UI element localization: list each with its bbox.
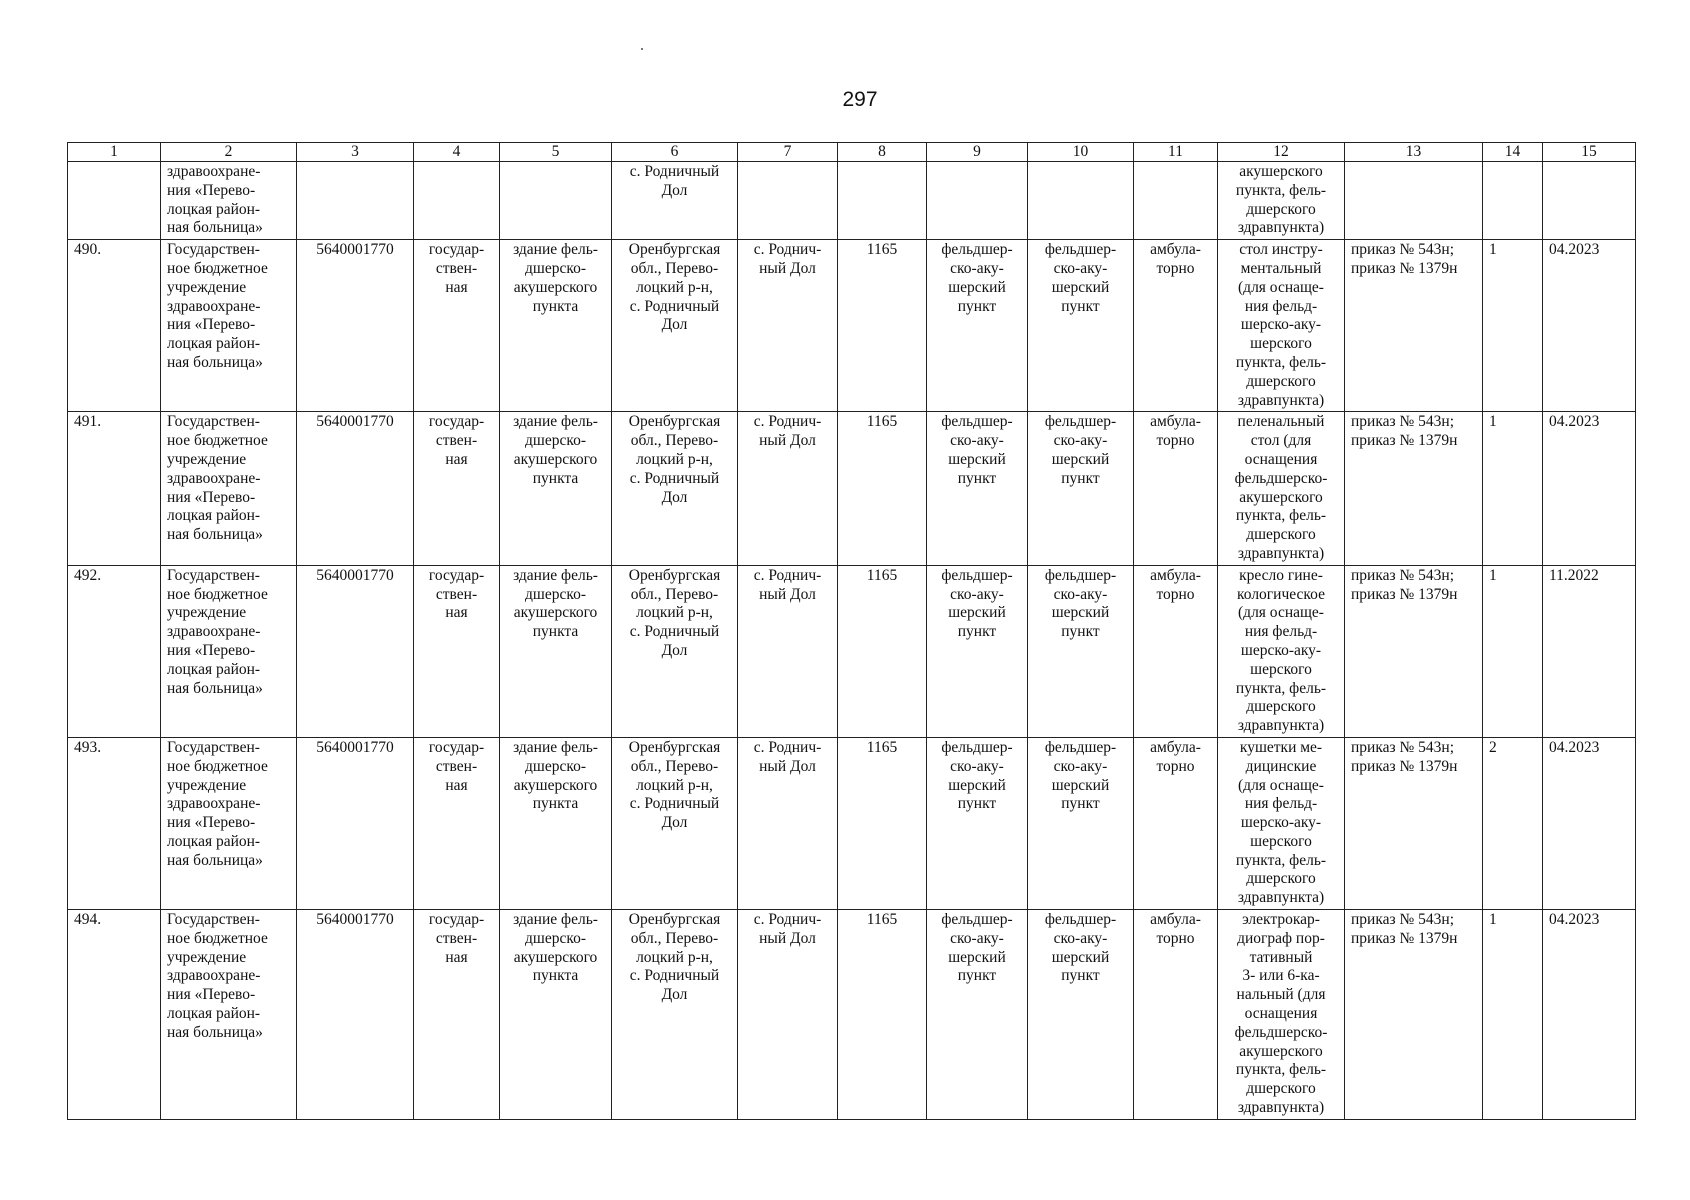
quantity-cell xyxy=(1483,240,1543,412)
table-row xyxy=(68,565,1636,737)
basis-cell xyxy=(1345,565,1483,737)
population-text: 1165 xyxy=(866,566,898,584)
settlement-cell xyxy=(738,412,838,565)
row-number-text: 491. xyxy=(74,413,102,431)
settlement-text: с. Роднич- ный Дол xyxy=(753,241,822,277)
address-text: Оренбургская обл., Перево- лоцкий р-н, с. Родничный Дол xyxy=(628,566,721,659)
building-text: здание фель- дшерско- акушерского пункта xyxy=(513,566,598,641)
ownership-cell xyxy=(414,737,500,909)
date-cell xyxy=(1543,240,1636,412)
date-text: 04.2023 xyxy=(1549,738,1600,756)
equipment-text: электрокар- диограф пор- тативный 3- или 6-ка- нальный (для оснащения фельдшерско- акушерского пункта, фель- дшерского здравпункта) xyxy=(1234,911,1328,1117)
date-cell xyxy=(1543,162,1636,240)
organization-cell xyxy=(161,240,297,412)
column-header: 1 xyxy=(68,143,161,162)
organization-text: Государствен- ное бюджетное учреждение здравоохране- ния «Перево- лоцкая район- ная больница» xyxy=(167,566,268,697)
inn-text: 5640001770 xyxy=(316,911,394,929)
address-cell xyxy=(612,737,738,909)
column-header: 12 xyxy=(1218,143,1345,162)
address-cell xyxy=(612,240,738,412)
population-text: 1165 xyxy=(866,911,898,929)
quantity-cell xyxy=(1483,412,1543,565)
settlement-text: с. Роднич- ный Дол xyxy=(753,413,822,450)
ownership-cell xyxy=(414,240,500,412)
ownership-cell xyxy=(414,162,500,240)
inn-cell xyxy=(297,565,414,737)
basis-text: приказ № 543н; приказ № 1379н xyxy=(1351,738,1458,775)
row-number-cell xyxy=(68,565,161,737)
inn-text: 5640001770 xyxy=(316,241,394,259)
address-text: Оренбургская обл., Перево- лоцкий р-н, с. Родничный Дол xyxy=(628,911,721,1004)
quantity-cell xyxy=(1483,737,1543,909)
population-text: 1165 xyxy=(866,738,898,756)
inn-cell xyxy=(297,737,414,909)
organization-cell xyxy=(161,162,297,240)
organization-text: Государствен- ное бюджетное учреждение здравоохране- ния «Перево- лоцкая район- ная больница» xyxy=(167,241,268,371)
column-number-row xyxy=(68,143,1636,162)
care-cell xyxy=(1134,565,1218,737)
column-header: 6 xyxy=(612,143,738,162)
table-row xyxy=(68,412,1636,565)
settlement-text: с. Роднич- ный Дол xyxy=(753,911,822,947)
unit-kind-cell xyxy=(1028,910,1134,1120)
date-text: 04.2023 xyxy=(1549,413,1600,431)
ownership-text: государ- ствен- ная xyxy=(428,738,485,794)
care-text: амбула- торно xyxy=(1150,911,1201,947)
ownership-text: государ- ствен- ная xyxy=(428,241,485,296)
unit-type-text: фельдшер- ско-аку- шерский пункт xyxy=(941,241,1013,315)
building-text: здание фель- дшерско- акушерского пункта xyxy=(513,413,598,487)
building-cell xyxy=(500,412,612,565)
unit-kind-text: фельдшер- ско-аку- шерский пункт xyxy=(1044,911,1117,985)
ownership-text: государ- ствен- ная xyxy=(428,413,485,468)
population-cell xyxy=(838,910,927,1120)
organization-text: Государствен- ное бюджетное учреждение здравоохране- ния «Перево- лоцкая район- ная больница» xyxy=(167,738,268,869)
row-number-cell xyxy=(68,737,161,909)
column-header: 15 xyxy=(1543,143,1636,162)
ownership-text: государ- ствен- ная xyxy=(428,566,485,622)
column-header: 9 xyxy=(927,143,1028,162)
date-text: 04.2023 xyxy=(1549,911,1600,929)
building-cell xyxy=(500,565,612,737)
inn-cell xyxy=(297,412,414,565)
quantity-cell xyxy=(1483,910,1543,1120)
settlement-text: с. Роднич- ный Дол xyxy=(753,566,822,603)
registry-table xyxy=(67,142,1636,1120)
basis-cell xyxy=(1345,737,1483,909)
date-cell xyxy=(1543,737,1636,909)
inn-text: 5640001770 xyxy=(316,738,394,756)
column-header: 5 xyxy=(500,143,612,162)
basis-text: приказ № 543н; приказ № 1379н xyxy=(1351,911,1458,947)
basis-cell xyxy=(1345,910,1483,1120)
care-cell xyxy=(1134,240,1218,412)
organization-text: здравоохране- ния «Перево- лоцкая район- ная больница» xyxy=(167,163,263,237)
basis-cell xyxy=(1345,412,1483,565)
unit-type-cell xyxy=(927,240,1028,412)
unit-type-text: фельдшер- ско-аку- шерский пункт xyxy=(941,738,1013,813)
organization-text: Государствен- ное бюджетное учреждение здравоохране- ния «Перево- лоцкая район- ная больница» xyxy=(167,413,268,544)
unit-type-cell xyxy=(927,565,1028,737)
address-cell xyxy=(612,565,738,737)
population-cell xyxy=(838,412,927,565)
settlement-cell xyxy=(738,565,838,737)
organization-text: Государствен- ное бюджетное учреждение здравоохране- ния «Перево- лоцкая район- ная больница» xyxy=(167,911,268,1041)
settlement-cell xyxy=(738,162,838,240)
row-number-text: 493. xyxy=(74,738,102,756)
basis-cell xyxy=(1345,240,1483,412)
unit-kind-text: фельдшер- ско-аку- шерский пункт xyxy=(1044,413,1117,487)
building-text: здание фель- дшерско- акушерского пункта xyxy=(513,911,598,985)
care-text: амбула- торно xyxy=(1150,241,1201,277)
row-number-cell xyxy=(68,162,161,240)
unit-kind-cell xyxy=(1028,162,1134,240)
quantity-text: 2 xyxy=(1489,738,1497,756)
equipment-text: кресло гине- кологическое (для оснаще- ния фельд- шерско-аку- шерского пункта, фель- дшерского здравпункта) xyxy=(1235,566,1327,735)
unit-type-cell xyxy=(927,910,1028,1120)
organization-cell xyxy=(161,565,297,737)
population-text: 1165 xyxy=(866,413,898,431)
equipment-cell xyxy=(1218,737,1345,909)
row-number-text: 492. xyxy=(74,566,102,584)
date-text: 11.2022 xyxy=(1549,566,1599,584)
date-cell xyxy=(1543,412,1636,565)
building-text: здание фель- дшерско- акушерского пункта xyxy=(513,738,598,813)
address-text: Оренбургская обл., Перево- лоцкий р-н, с. Родничный Дол xyxy=(628,241,721,334)
building-text: здание фель- дшерско- акушерского пункта xyxy=(513,241,598,315)
basis-text: приказ № 543н; приказ № 1379н xyxy=(1351,241,1458,277)
table-row xyxy=(68,240,1636,412)
equipment-text: акушерского пункта, фель- дшерского здравпункта) xyxy=(1235,163,1327,237)
quantity-text: 1 xyxy=(1489,911,1497,929)
date-cell xyxy=(1543,565,1636,737)
date-cell xyxy=(1543,910,1636,1120)
registry-rows xyxy=(68,240,1636,1120)
population-cell xyxy=(838,565,927,737)
unit-kind-cell xyxy=(1028,240,1134,412)
unit-kind-text: фельдшер- ско-аку- шерский пункт xyxy=(1044,566,1117,641)
ownership-cell xyxy=(414,565,500,737)
inn-text: 5640001770 xyxy=(316,413,394,431)
care-cell xyxy=(1134,737,1218,909)
column-header: 10 xyxy=(1028,143,1134,162)
row-number-cell xyxy=(68,910,161,1120)
population-cell xyxy=(838,240,927,412)
care-text: амбула- торно xyxy=(1150,566,1201,603)
address-cell xyxy=(612,412,738,565)
inn-cell xyxy=(297,910,414,1120)
equipment-cell xyxy=(1218,910,1345,1120)
quantity-cell xyxy=(1483,162,1543,240)
address-text: Оренбургская обл., Перево- лоцкий р-н, с. Родничный Дол xyxy=(628,413,721,506)
unit-type-cell xyxy=(927,412,1028,565)
organization-cell xyxy=(161,737,297,909)
date-text: 04.2023 xyxy=(1549,241,1600,259)
settlement-cell xyxy=(738,737,838,909)
inn-text: 5640001770 xyxy=(316,566,394,584)
inn-cell xyxy=(297,162,414,240)
ownership-cell xyxy=(414,412,500,565)
column-header: 13 xyxy=(1345,143,1483,162)
settlement-cell xyxy=(738,910,838,1120)
unit-kind-text: фельдшер- ско-аку- шерский пункт xyxy=(1044,241,1117,315)
row-number-text: 490. xyxy=(74,241,102,259)
care-text: амбула- торно xyxy=(1150,413,1201,450)
quantity-text: 1 xyxy=(1489,241,1497,259)
address-cell xyxy=(612,910,738,1120)
population-cell xyxy=(838,737,927,909)
column-header: 8 xyxy=(838,143,927,162)
table-row xyxy=(68,737,1636,909)
equipment-cell xyxy=(1218,412,1345,565)
care-cell xyxy=(1134,162,1218,240)
unit-type-text: фельдшер- ско-аку- шерский пункт xyxy=(941,413,1013,487)
quantity-text: 1 xyxy=(1489,566,1497,584)
basis-text: приказ № 543н; приказ № 1379н xyxy=(1351,566,1458,603)
ownership-text: государ- ствен- ная xyxy=(428,911,485,966)
settlement-cell xyxy=(738,240,838,412)
address-text: с. Родничный Дол xyxy=(629,163,720,199)
unit-type-cell xyxy=(927,162,1028,240)
unit-type-cell xyxy=(927,737,1028,909)
care-text: амбула- торно xyxy=(1150,738,1201,775)
address-cell xyxy=(612,162,738,240)
basis-text: приказ № 543н; приказ № 1379н xyxy=(1351,413,1458,450)
page-number: 297 xyxy=(842,88,878,111)
row-number-cell xyxy=(68,412,161,565)
column-header: 14 xyxy=(1483,143,1543,162)
unit-type-text: фельдшер- ско-аку- шерский пункт xyxy=(941,911,1013,985)
building-cell xyxy=(500,240,612,412)
column-header: 4 xyxy=(414,143,500,162)
column-header: 7 xyxy=(738,143,838,162)
building-cell xyxy=(500,910,612,1120)
building-cell xyxy=(500,737,612,909)
equipment-cell xyxy=(1218,565,1345,737)
equipment-cell xyxy=(1218,162,1345,240)
population-text: 1165 xyxy=(866,241,898,259)
unit-kind-text: фельдшер- ско-аку- шерский пункт xyxy=(1044,738,1117,813)
table-row xyxy=(68,910,1636,1120)
building-cell xyxy=(500,162,612,240)
equipment-cell xyxy=(1218,240,1345,412)
organization-cell xyxy=(161,910,297,1120)
row-number-text: 494. xyxy=(74,911,102,929)
equipment-text: кушетки ме- дицинские (для оснаще- ния фельд- шерско-аку- шерского пункта, фель- дшерского здравпункта) xyxy=(1235,738,1327,907)
unit-kind-cell xyxy=(1028,737,1134,909)
organization-cell xyxy=(161,412,297,565)
care-cell xyxy=(1134,910,1218,1120)
column-header: 11 xyxy=(1134,143,1218,162)
inn-cell xyxy=(297,240,414,412)
unit-type-text: фельдшер- ско-аку- шерский пункт xyxy=(941,566,1013,641)
scan-speck xyxy=(641,48,643,50)
quantity-cell xyxy=(1483,565,1543,737)
address-text: Оренбургская обл., Перево- лоцкий р-н, с. Родничный Дол xyxy=(628,738,721,832)
quantity-text: 1 xyxy=(1489,413,1497,431)
unit-kind-cell xyxy=(1028,565,1134,737)
row-number-cell xyxy=(68,240,161,412)
column-header: 2 xyxy=(161,143,297,162)
ownership-cell xyxy=(414,910,500,1120)
continuation-row xyxy=(68,162,1636,240)
equipment-text: пеленальный стол (для оснащения фельдшерско- акушерского пункта, фель- дшерского здравпункта) xyxy=(1234,413,1328,562)
equipment-text: стол инстру- ментальный (для оснаще- ния фельд- шерско-аку- шерского пункта, фель- дшерского здравпункта) xyxy=(1235,241,1327,409)
population-cell xyxy=(838,162,927,240)
settlement-text: с. Роднич- ный Дол xyxy=(753,738,822,775)
column-header: 3 xyxy=(297,143,414,162)
care-cell xyxy=(1134,412,1218,565)
basis-cell xyxy=(1345,162,1483,240)
unit-kind-cell xyxy=(1028,412,1134,565)
